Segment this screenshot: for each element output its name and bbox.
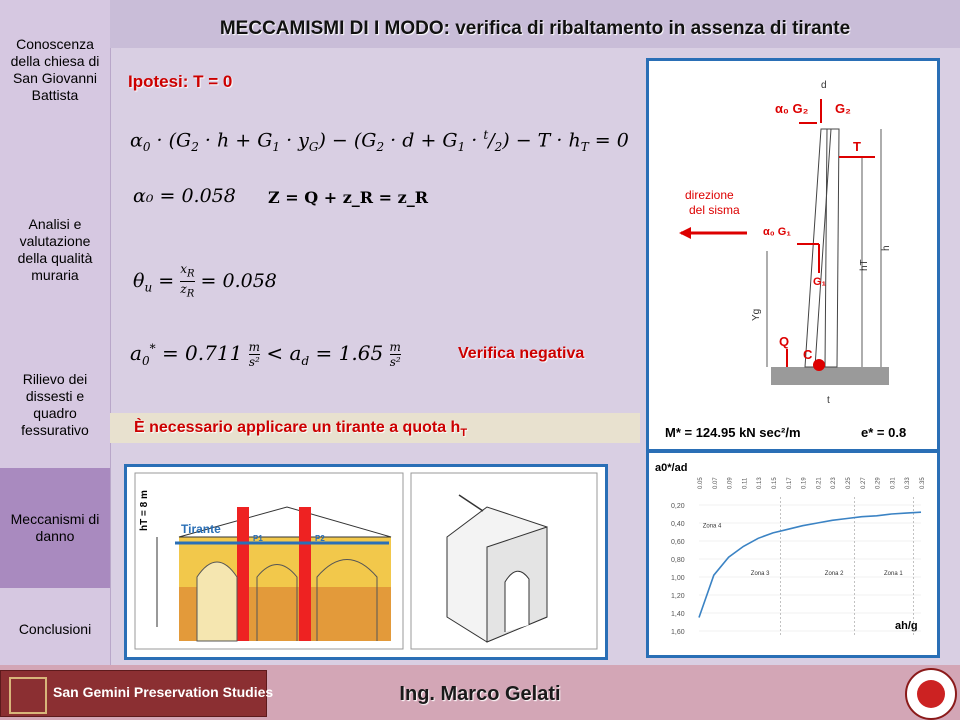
rotation-point-c [813,359,825,371]
label-g2: G₂ [835,101,851,116]
zone-label: Zona 2 [824,571,844,578]
zone-label: Zona 1 [884,571,903,578]
label-a0g1: α₀ G₁ [763,226,791,238]
knot-icon [9,677,47,714]
mass-text: M* = 124.95 kN sec²/m [665,425,801,440]
perspective-arch [505,571,529,632]
chart-xlabel: ah/g [895,620,918,632]
overturning-diagram [649,61,937,449]
acceleration-comparison: $a_0^* = 0.711$ $\frac{m}{\text{s²}}$ < $a_d = 1.65$ $\frac{m}{\text{s²}}$ [130,340,401,369]
hypothesis-text: Ipotesi: T = 0 [128,72,233,91]
label-t: T [853,139,861,154]
sgps-logo [0,670,274,717]
label-c: C [803,347,813,362]
x-tick-label: 0.13 [757,477,764,489]
y-tick-label: 0,20 [671,503,685,510]
x-tick-label: 0.23 [831,477,838,489]
pillar-p2 [299,507,311,641]
y-tick-label: 0,80 [671,557,685,564]
university-seal-icon [905,668,957,720]
label-yg: Yg [751,308,762,321]
theta-equation: $\theta_u$ = $\frac{x_R}{z_R}$ = 0.058 [133,262,277,300]
verdict-text: Verifica negativa [458,345,585,362]
y-tick-label: 1,40 [671,611,685,618]
y-tick-label: 1,20 [671,593,685,600]
p1-label: P1 [253,534,263,543]
chart-ylabel: a0*/ad [655,462,688,474]
sidebar-item-meccanismi[interactable] [0,468,110,588]
data-curve [699,512,921,617]
building-panel [124,464,608,660]
author-name: Ing. Marco Gelati [399,683,561,705]
sidebar-item-conclusioni[interactable] [0,595,110,663]
pillar-p1 [237,507,249,641]
y-tick-label: 1,60 [671,629,685,636]
alpha0-equation: α₀ = 0.058 [133,185,236,207]
sidebar-item-label: Analisi e valutazione della qualità muraria [17,216,93,283]
y-tick-label: 1,00 [671,575,685,582]
y-tick-label: 0,60 [671,539,685,546]
seal-center [917,680,945,708]
height-label: hT = 8 m [139,490,150,531]
chart-panel [646,450,940,658]
y-tick-label: 0,40 [671,521,685,528]
requirement-main: È necessario applicare un tirante a quota h [134,419,461,436]
e-text: e* = 0.8 [861,425,907,440]
x-tick-label: 0.27 [860,477,867,489]
sidebar [0,0,111,665]
ground-slab [771,367,889,385]
x-tick-label: 0.33 [905,477,912,489]
theta-value: = 0.058 [200,269,277,292]
sidebar-item-rilievo[interactable] [0,345,110,465]
requirement-text [134,419,467,439]
tirante-label: Tirante [181,522,221,536]
p2-label: P2 [315,534,325,543]
label-a0g2: α₀ G₂ [775,101,809,116]
x-tick-label: 0.25 [846,477,852,489]
page-title: MECCAMISMI DI I MODO: verifica di ribaltamento in assenza di tirante [219,18,851,39]
equilibrium-equation: $\alpha_0 \cdot (G_2 \cdot h + G_1 \cdot y_G) - (G_2 \cdot d + G_1 \cdot ^t/_2) - T \cdot h_T = 0$ [130,128,629,155]
x-tick-label: 0.07 [712,477,719,489]
sidebar-item-label: Rilievo dei dissesti e quadro fessurativo [21,371,89,438]
label-h: h [881,245,892,251]
zone-label: Zona 4 [702,523,722,530]
arch-1 [197,562,237,641]
x-tick-label: 0.19 [801,477,808,489]
sidebar-item-label: Conoscenza della chiesa di San Giovanni Battista [10,36,100,103]
label-d: d [821,80,827,91]
x-tick-label: 0.35 [920,477,926,489]
x-tick-label: 0.31 [890,477,897,489]
label-q: Q [779,334,790,349]
direction-label-1: direzione [685,188,734,202]
x-tick-label: 0.09 [727,477,734,489]
overturning-diagram-panel [646,58,940,452]
sidebar-item-analisi[interactable] [0,190,110,310]
label-ht: hT [859,259,870,271]
a0-value: = 0.711 [161,341,243,365]
x-tick-label: 0.11 [742,477,749,489]
x-tick-label: 0.17 [786,477,793,489]
label-g1: G₁ [813,276,827,288]
direction-label-2: del sisma [689,203,740,217]
a0-ad-chart [649,453,937,655]
logo-text: San Gemini Preservation Studies [53,684,274,700]
arrow-head-icon [679,227,691,239]
building-drawings [127,467,605,657]
label-t-thickness: t [827,395,830,406]
zone-label: Zona 3 [750,571,770,578]
sidebar-item-label: Conclusioni [18,620,92,637]
x-tick-label: 0.21 [816,477,823,489]
z-relation: Z = Q + z_R = z_R [268,188,429,207]
x-tick-label: 0.15 [772,477,778,489]
sidebar-item-label: Meccanismi di danno [10,511,100,544]
sidebar-item-conoscenza[interactable] [0,0,110,140]
ad-value: = 1.65 [315,341,384,365]
x-tick-label: 0.29 [875,477,882,489]
x-tick-label: 0.05 [698,477,704,489]
original-wall [825,129,839,367]
requirement-sub: T [460,427,468,440]
